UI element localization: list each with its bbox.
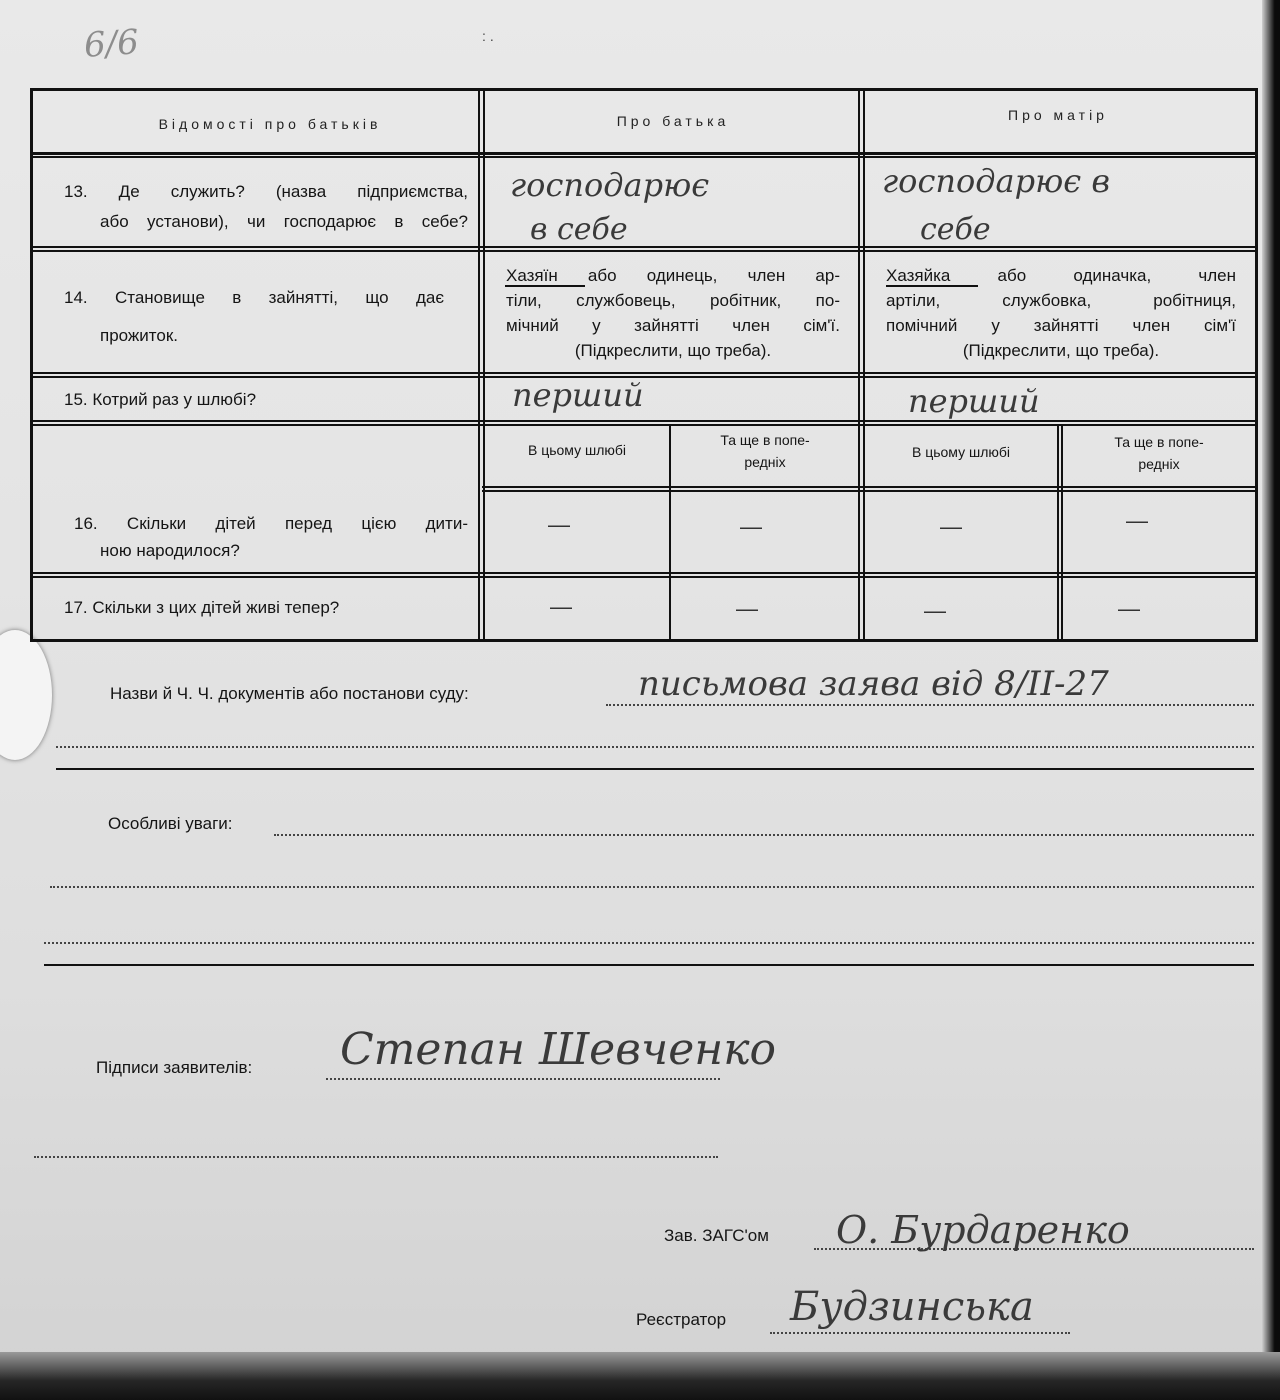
header-father: Про батька xyxy=(616,113,730,129)
page-edge xyxy=(1262,0,1280,1400)
q14-mother-options-line4: (Підкреслити, що треба). xyxy=(962,341,1160,360)
table-rule xyxy=(30,152,1255,155)
subheader-father-previous-line2: редніх xyxy=(744,454,786,470)
table-column-rule xyxy=(1061,424,1063,639)
registrar-signature: Будзинська xyxy=(790,1284,1034,1330)
table-rule xyxy=(482,486,1255,488)
subheader-mother-this-marriage: В цьому шлюбі xyxy=(911,444,1011,460)
subheader-father-previous-line1: Та ще в попе- xyxy=(720,432,810,448)
table-rule xyxy=(482,490,1255,492)
table-column-rule xyxy=(669,424,671,639)
q17-mother-this-value: — xyxy=(924,598,946,623)
applicants-signature-label: Підписи заявителів: xyxy=(96,1058,253,1077)
notes-label: Особливі уваги: xyxy=(108,814,233,833)
q16-father-this-value: — xyxy=(548,512,570,537)
head-of-registry-label: Зав. ЗАГС'ом xyxy=(664,1226,769,1245)
subheader-father-this-marriage: В цьому шлюбі xyxy=(527,442,627,458)
table-column-rule xyxy=(863,88,865,639)
underline-khaziain xyxy=(505,285,585,287)
applicants-signature: Степан Шевченко xyxy=(340,1024,776,1075)
table-rule xyxy=(30,572,1255,574)
q15-father-answer: перший xyxy=(512,376,644,414)
q14-father-options-line4: (Підкреслити, що треба). xyxy=(574,341,772,360)
punch-hole xyxy=(0,630,52,760)
documents-field-line-2 xyxy=(56,746,1254,748)
table-column-rule xyxy=(478,88,480,639)
documents-value: письмова заява від 8/ІІ-27 xyxy=(638,664,1109,704)
section-divider xyxy=(56,768,1254,770)
notes-field-line xyxy=(50,886,1254,888)
table-rule xyxy=(30,576,1255,578)
q13-mother-answer-line1: господарює в xyxy=(882,162,1110,200)
q13-mother-answer-line2: себе xyxy=(920,212,991,247)
q15-mother-answer: перший xyxy=(908,382,1040,420)
header-info: Відомості про батьків xyxy=(158,116,382,132)
table-rule xyxy=(30,420,1255,422)
q16-mother-previous-value: — xyxy=(1126,508,1148,533)
q13-label-line2: або установи), чи господарює в себе? xyxy=(100,212,468,231)
q14-label-line2: прожиток. xyxy=(100,326,179,345)
applicants-signature-line xyxy=(326,1078,720,1080)
table-rule xyxy=(30,424,1255,426)
notes-field-line xyxy=(44,942,1254,944)
q13-father-answer-line1: господарює xyxy=(510,166,710,204)
subheader-mother-previous-line2: редніх xyxy=(1138,456,1180,472)
registrar-line xyxy=(770,1332,1070,1334)
q16-label-line1: 16. Скільки дітей перед цією дити- xyxy=(74,514,468,533)
documents-field-line xyxy=(606,704,1254,706)
applicants-signature-line-2 xyxy=(34,1156,718,1158)
q14-mother-options-line3: помічний у зайнятті член сім'ї xyxy=(886,316,1236,335)
q14-mother-options-line2: артіли, службовка, робітниця, xyxy=(886,291,1236,310)
q17-mother-previous-value: — xyxy=(1118,596,1140,621)
table-column-rule xyxy=(483,88,485,639)
q15-label: 15. Котрий раз у шлюбі? xyxy=(64,390,257,409)
q14-father-options-line2: тіли, службовець, робітник, по- xyxy=(506,291,840,310)
section-divider xyxy=(44,964,1254,966)
table-rule xyxy=(30,372,1255,374)
head-of-registry-signature: О. Бурдаренко xyxy=(836,1208,1130,1252)
q17-father-this-value: — xyxy=(550,594,572,619)
underline-khaziaika xyxy=(886,285,978,287)
q13-father-answer-line2: в себе xyxy=(530,212,628,247)
table-column-rule xyxy=(858,88,860,639)
page-bottom-edge xyxy=(0,1352,1280,1400)
subheader-mother-previous-line1: Та ще в попе- xyxy=(1114,434,1204,450)
q16-mother-this-value: — xyxy=(940,514,962,539)
q14-mother-options-line1: Хазяйка або одиначка, член xyxy=(886,266,1236,285)
q16-father-previous-value: — xyxy=(740,514,762,539)
table-rule xyxy=(30,156,1255,158)
header-mother: Про матір xyxy=(1008,107,1108,123)
page-number: 6/6 xyxy=(82,22,141,66)
table-rule xyxy=(30,246,1255,248)
q14-father-options-line1: Хазяїн або одинець, член ар- xyxy=(506,266,840,285)
registrar-label: Реєстратор xyxy=(636,1310,727,1329)
table-column-rule xyxy=(1057,424,1059,639)
ink-dots: :. xyxy=(482,28,498,44)
q14-father-options-line3: мічний у зайнятті член сім'ї. xyxy=(506,316,840,335)
notes-field-line xyxy=(274,834,1254,836)
q13-label-line1: 13. Де служить? (назва підприємства, xyxy=(64,182,468,201)
q17-label: 17. Скільки з цих дітей живі тепер? xyxy=(64,598,340,617)
documents-label: Назви й Ч. Ч. документів або постанови суду: xyxy=(110,684,469,703)
q16-label-line2: ною народилося? xyxy=(100,541,240,560)
q17-father-previous-value: — xyxy=(736,596,758,621)
table-rule xyxy=(30,250,1255,252)
q14-label-line1: 14. Становище в зайнятті, що дає xyxy=(64,288,444,307)
